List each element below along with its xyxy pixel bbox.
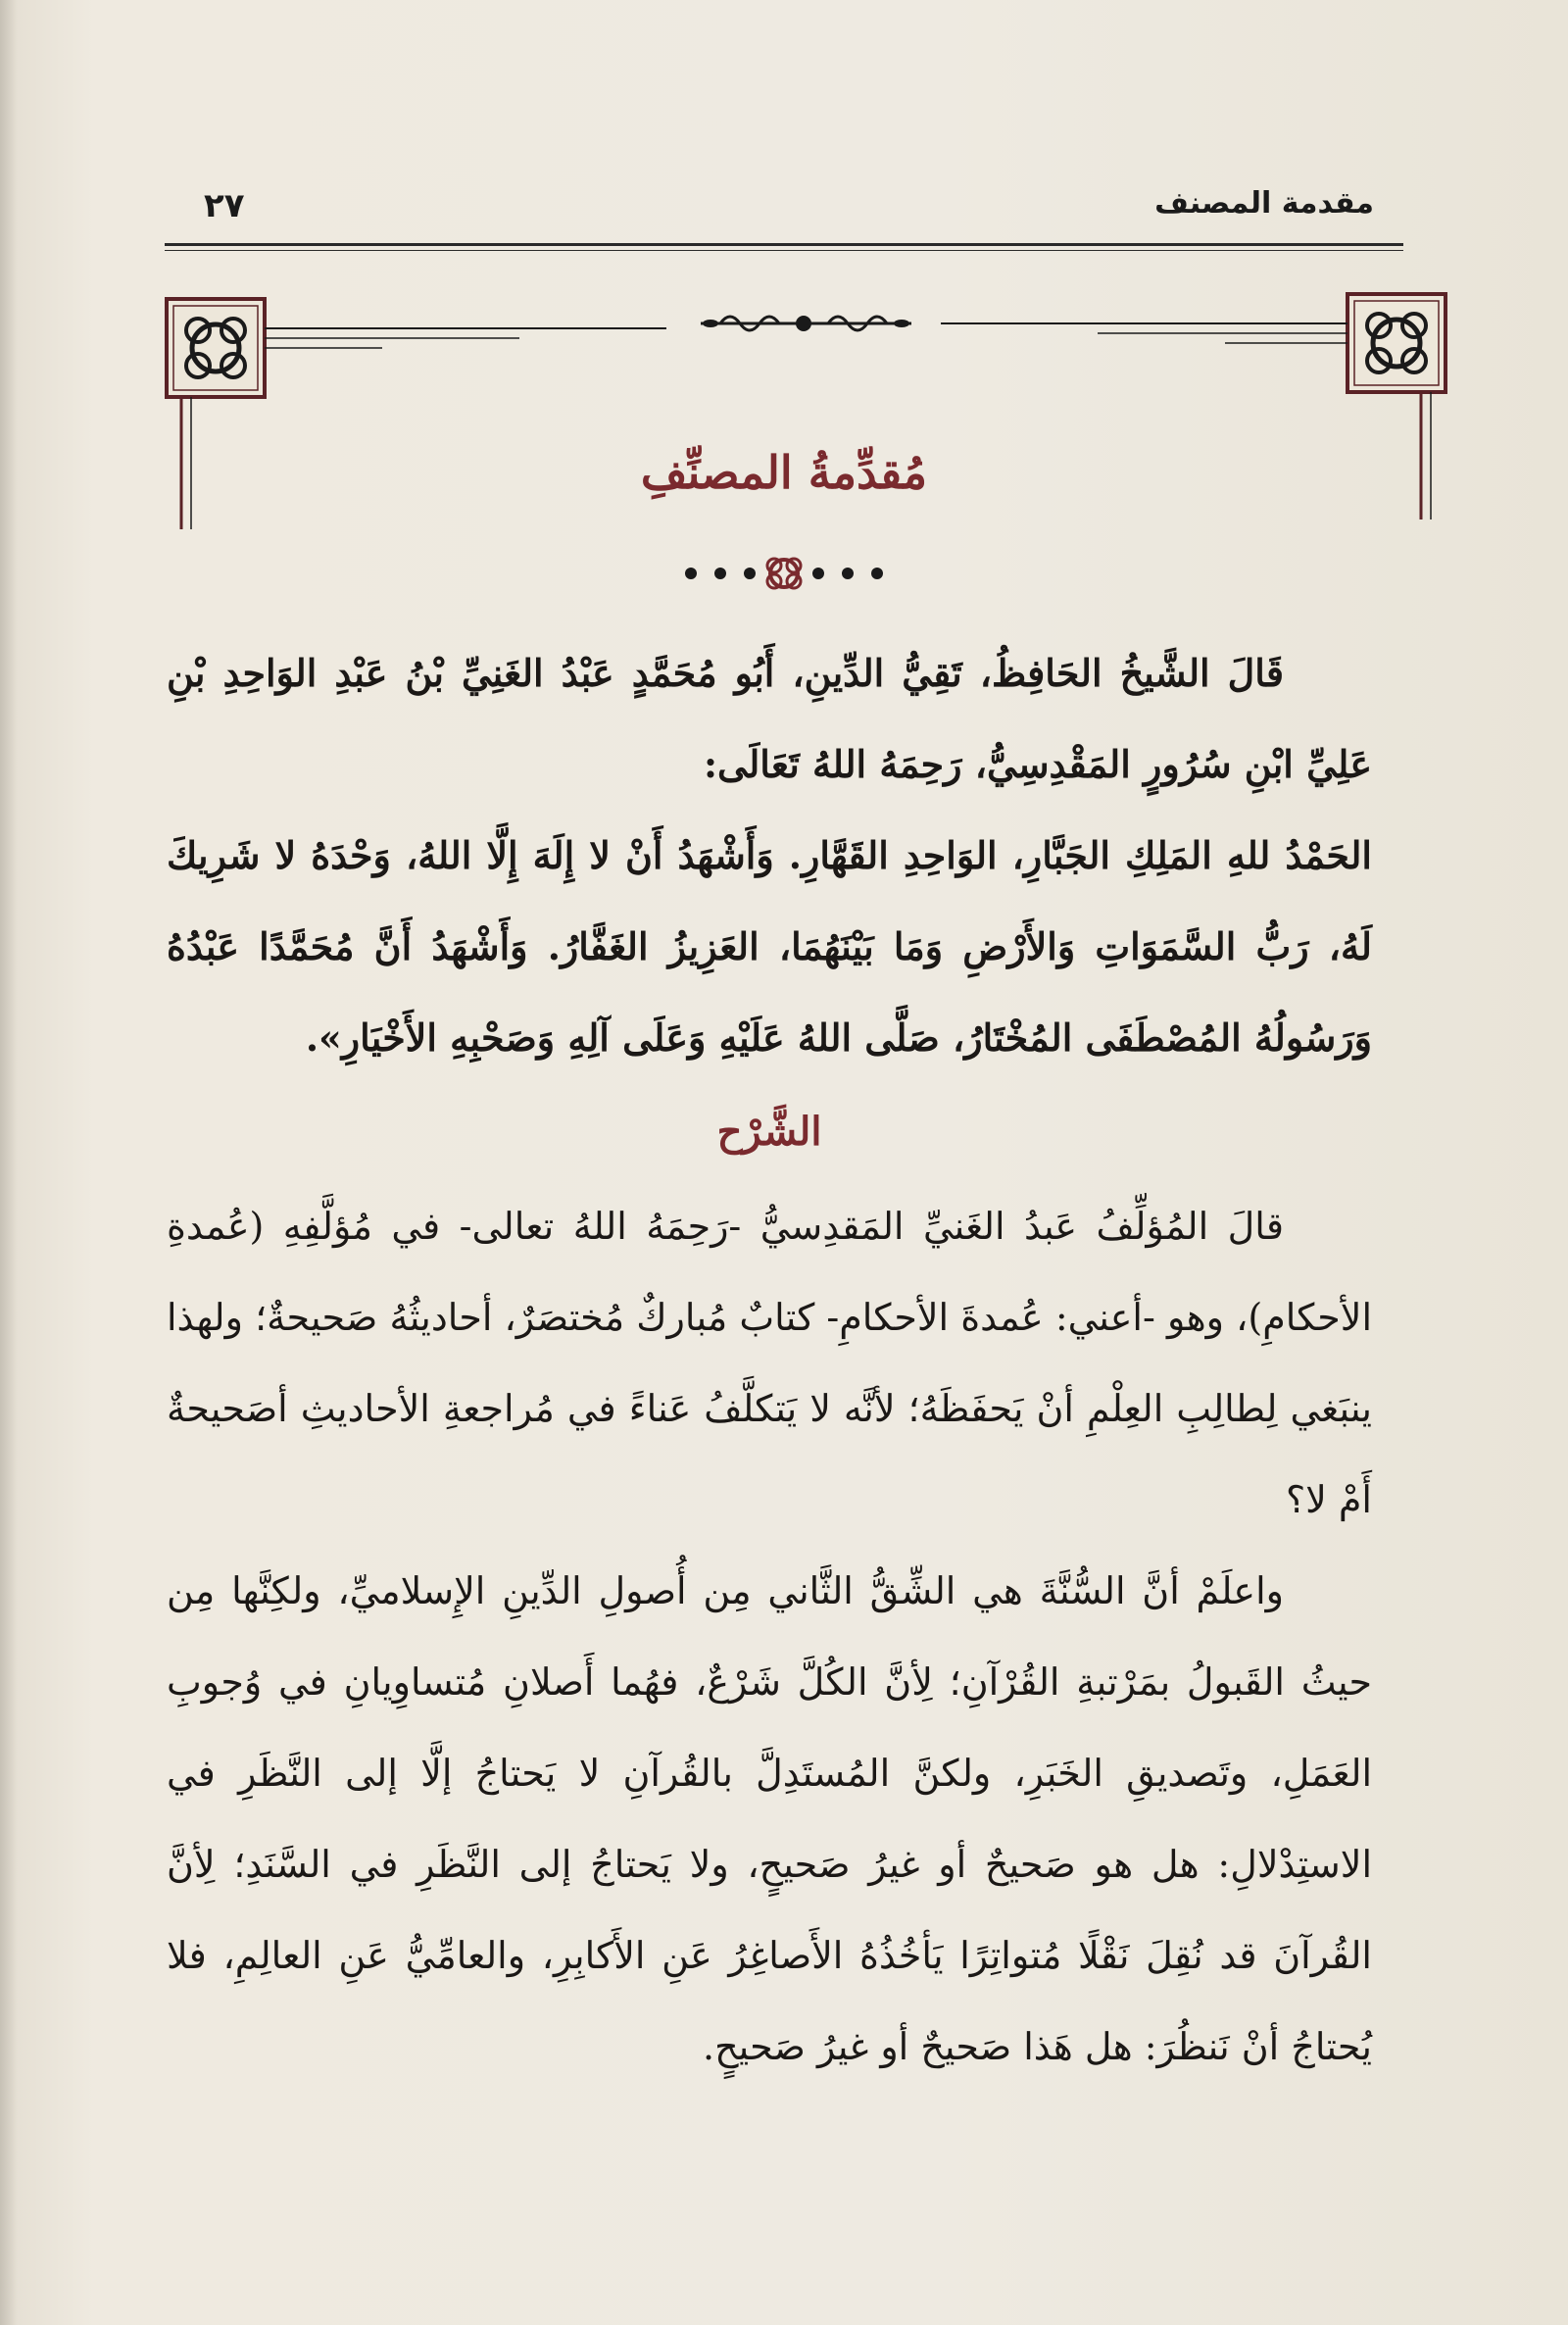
commentary-paragraph-2: واعلَمْ أنَّ السُّنَّةَ هي الشِّقُّ الثَّاني مِن أُصولِ الدِّينِ الإِسلاميِّ، ولكِنَّها مِن حيثُ القَبولُ بمَرْتبةِ القُرْآنِ؛ لِأنَّ الكُلَّ شَرْعٌ، فهُما أَصلانِ مُتساوِيانِ في وُجوبِ العَمَلِ، وتَصديقِ الخَبَرِ، ولكنَّ المُستَدِلَّ بالقُرآنِ لا يَحتاجُ إلَّا إلى النَّظَرِ في الاستِدْلالِ: هل هو صَحيحٌ أو غيرُ صَحيحٍ، ولا يَحتاجُ إلى النَّظَرِ في السَّنَدِ؛ لِأنَّ القُرآنَ قد نُقِلَ نَقْلًا مُتواتِرًا يَأخُذُهُ الأَصاغِرُ عَنِ الأَكابِرِ، والعامِّيُّ عَنِ العالِمِ، فلا يُحتاجُ أنْ نَنظُرَ: هل هَذا صَحيحٌ أو غيرُ صَحيحٍ. xyxy=(167,1569,1372,2068)
vine-ornament-icon xyxy=(701,316,911,331)
dots-knot-icon xyxy=(676,554,892,593)
running-title: مقدمة المصنف xyxy=(1154,186,1374,221)
section-title: الشَّرْح xyxy=(716,1109,822,1155)
running-header xyxy=(165,186,1403,245)
chapter-title: مُقدِّمةُ المصنِّفِ xyxy=(640,446,928,499)
intro-paragraph: قَالَ الشَّيخُ الحَافِظُ، تَقِيُّ الدِّينِ، أَبُو مُحَمَّدٍ عَبْدُ الغَنِيِّ بْنُ عَبْدِ الوَاحِدِ بْنِ عَلِيِّ ابْنِ سُرُورٍ المَقْدِسِيُّ، رَحِمَهُ اللهُ تَعَالَى: xyxy=(167,651,1372,786)
page-number: ٢٧ xyxy=(204,186,245,225)
dots-ornament xyxy=(0,554,1568,613)
page-body xyxy=(167,627,1372,2093)
page-edge-shadow xyxy=(0,0,18,2325)
header-rule-thin xyxy=(165,250,1403,251)
author-text-paragraph: الحَمْدُ للهِ المَلِكِ الجَبَّارِ، الوَاحِدِ القَهَّارِ. وَأَشْهَدُ أَنْ لا إِلَهَ إِلَّا اللهُ، وَحْدَهُ لا شَرِيكَ لَهُ، رَبُّ السَّمَوَاتِ وَالأَرْضِ وَمَا بَيْنَهُمَا، العَزِيزُ الغَفَّارُ. وَأَشْهَدُ أَنَّ مُحَمَّدًا عَبْدُهُ وَرَسُولُهُ المُصْطَفَى المُخْتَارُ، صَلَّى اللهُ عَلَيْهِ وَعَلَى آلِهِ وَصَحْبِهِ الأَخْيَارِ». xyxy=(167,833,1372,1060)
commentary-paragraph-1: قالَ المُؤلِّفُ عَبدُ الغَنيِّ المَقدِسيُّ -رَحِمَهُ اللهُ تعالى- في مُؤلَّفِهِ (عُمدةِ الأحكامِ)، وهو -أعني: عُمدةَ الأحكامِ- كتابٌ مُباركٌ مُختصَرٌ، أحاديثُهُ صَحيحةٌ؛ ولهذا ينبَغي لِطالِبِ العِلْمِ أنْ يَحفَظَهُ؛ لأنَّه لا يَتكلَّفُ عَناءً في مُراجعةِ الأحاديثِ أصَحيحةٌ أَمْ لا؟ xyxy=(167,1205,1372,1521)
header-rule xyxy=(165,243,1403,246)
